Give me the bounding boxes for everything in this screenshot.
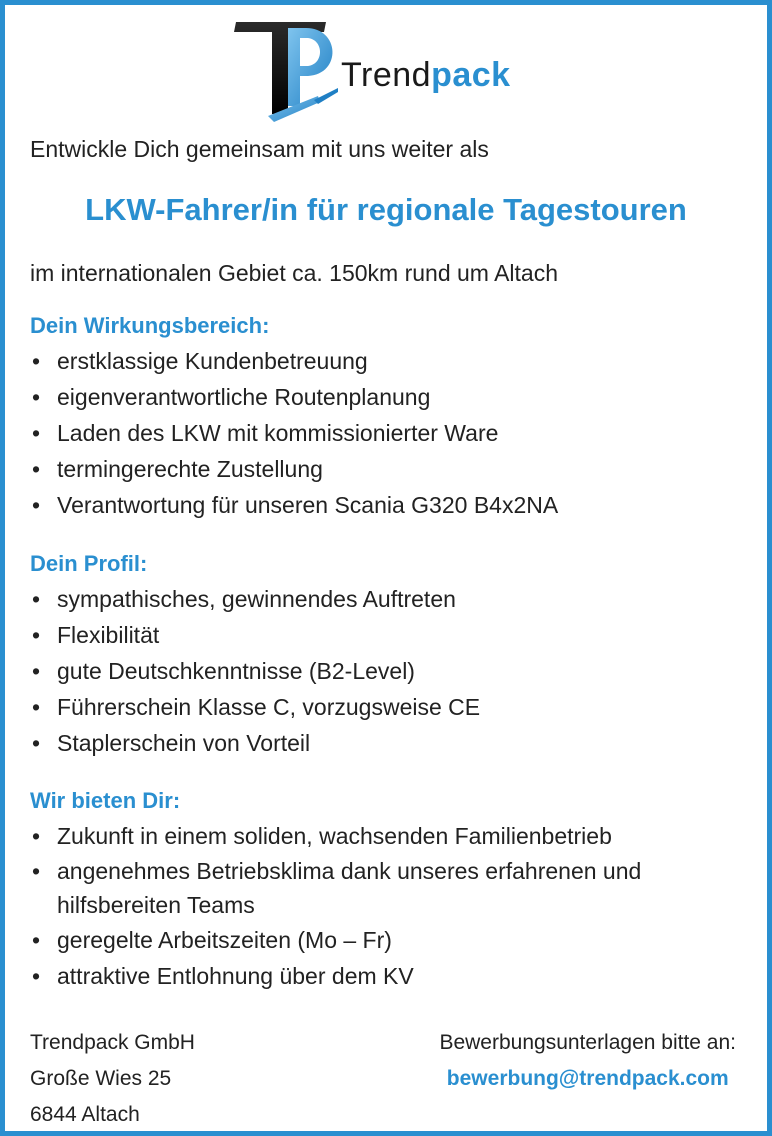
list-item: • erstklassige Kundenbetreuung: [30, 343, 750, 379]
list-item: • eigenverantwortliche Routenplanung: [30, 379, 750, 415]
list-item: • angenehmes Betriebsklima dank unseres erfahrenen und hilfsbereiten Teams: [30, 854, 737, 922]
section-heading: Wir bieten Dir:: [30, 788, 181, 813]
section-heading: Dein Profil:: [30, 551, 148, 576]
company-street: Große Wies 25: [30, 1067, 172, 1090]
company-address: [30, 1025, 195, 1133]
bullet-list: [30, 343, 750, 523]
list-item: • Laden des LKW mit kommissionierter Ware: [30, 415, 750, 451]
job-subtitle: im internationalen Gebiet ca. 150km rund um Altach: [30, 260, 559, 286]
list-item: • sympathisches, gewinnendes Auftreten: [30, 581, 750, 617]
list-item: • termingerechte Zustellung: [30, 451, 750, 487]
list-item: • Zukunft in einem soliden, wachsenden Familienbetrieb: [30, 818, 750, 854]
list-item: • gute Deutschkenntnisse (B2-Level): [30, 653, 750, 689]
section-angebot: [30, 788, 750, 994]
intro-text: Entwickle Dich gemeinsam mit uns weiter als: [30, 136, 489, 162]
section-wirkungsbereich: [30, 313, 750, 523]
company-city: 6844 Altach: [30, 1103, 140, 1126]
list-item: • attraktive Entlohnung über dem KV: [30, 958, 750, 994]
bullet-list: [30, 818, 750, 994]
company-name: Trendpack GmbH: [30, 1031, 195, 1054]
list-item: • Flexibilität: [30, 617, 750, 653]
list-item: • Verantwortung für unseren Scania G320 B4x2NA: [30, 487, 750, 523]
application-contact: [439, 1025, 736, 1097]
section-profil: [30, 551, 750, 761]
list-item: • Führerschein Klasse C, vorzugsweise CE: [30, 689, 750, 725]
list-item: • Staplerschein von Vorteil: [30, 725, 750, 761]
logo-word-regular: Trend: [341, 56, 432, 94]
section-heading: Dein Wirkungsbereich:: [30, 313, 270, 338]
list-item: • geregelte Arbeitszeiten (Mo – Fr): [30, 922, 750, 958]
logo-wordmark: [341, 56, 511, 95]
email-link[interactable]: bewerbung@trendpack.com: [446, 1067, 729, 1090]
job-title: LKW-Fahrer/in für regionale Tagestouren: [85, 192, 687, 227]
bullet-list: [30, 581, 750, 761]
apply-label: Bewerbungsunterlagen bitte an:: [439, 1031, 736, 1054]
logo-word-bold: pack: [431, 56, 511, 94]
